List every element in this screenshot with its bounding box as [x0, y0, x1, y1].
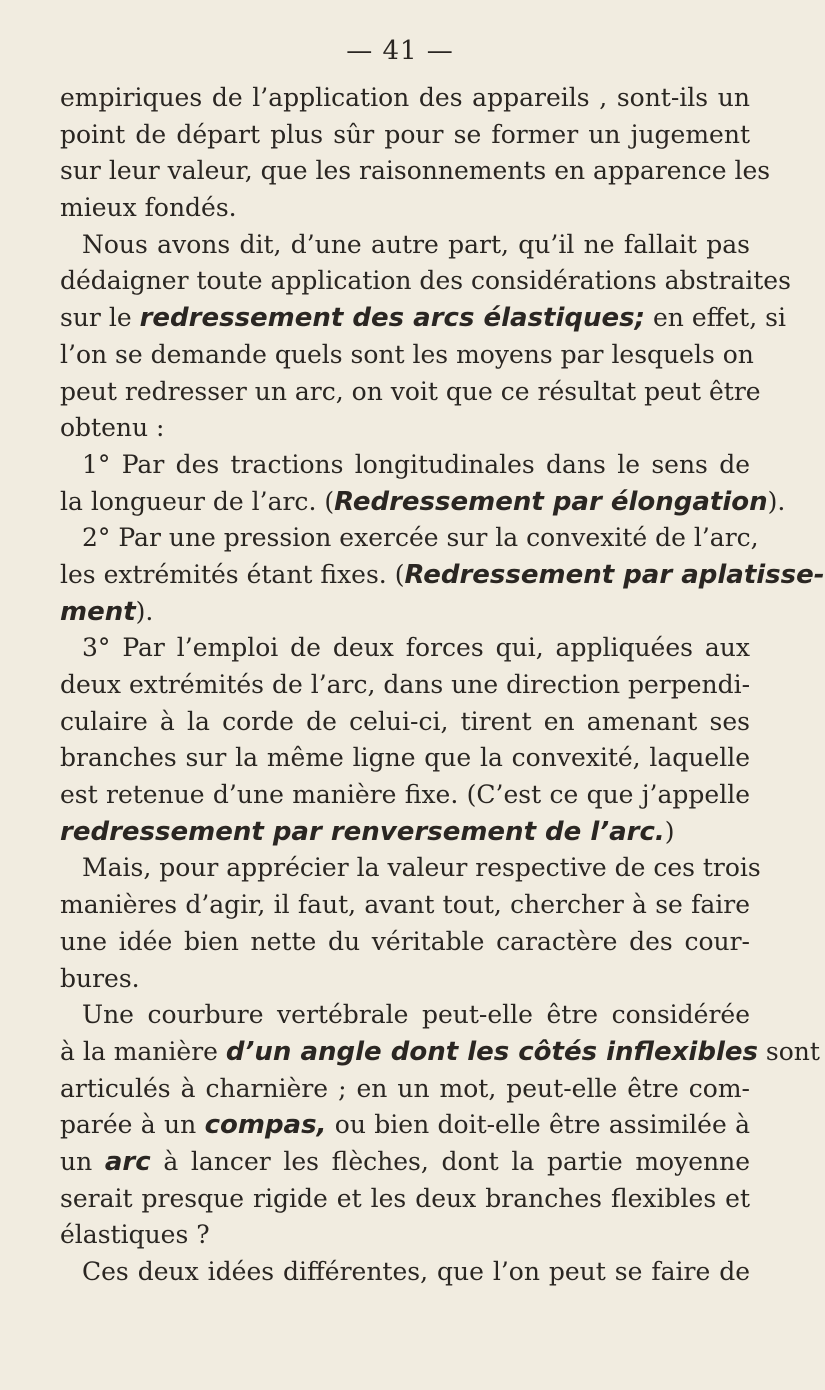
text-span: dédaigner toute application des considérations abstraites	[60, 266, 791, 296]
emphasized-text: redressement des arcs élastiques;	[139, 303, 646, 334]
text-line	[60, 117, 750, 154]
text-span: Mais, pour apprécier la valeur respective de ces trois	[82, 853, 761, 883]
text-line	[60, 190, 750, 227]
text-span: mieux fondés.	[60, 193, 237, 223]
text-span: culaire à la corde de celui-ci, tirent en amenant ses	[60, 706, 750, 736]
text-span: les extrémités étant fixes. (	[60, 559, 405, 589]
text-span: point de départ plus sûr pour se former un jugement	[60, 119, 750, 149]
text-line	[60, 337, 754, 374]
text-span: sur le	[60, 303, 140, 333]
text-line	[60, 1071, 750, 1108]
text-line	[60, 1181, 750, 1218]
text-span: Nous avons dit, d’une autre part, qu’il ne fallait pas	[82, 229, 750, 259]
text-line	[60, 1034, 820, 1071]
text-span: branches sur la même ligne que la convexité, laquelle	[60, 743, 750, 773]
text-span: Une courbure vertébrale peut-elle être considérée	[82, 1000, 750, 1030]
text-span: Ces deux idées différentes, que l’on peut se faire de	[82, 1257, 750, 1286]
text-span: 2° Par une pression exercée sur la convexité de l’arc,	[82, 523, 759, 553]
emphasized-text: redressement par renversement de l’arc.	[60, 816, 665, 847]
text-line	[60, 704, 750, 741]
text-span: articulés à charnière ; en un mot, peut-elle être com-	[60, 1073, 750, 1103]
text-line	[60, 594, 750, 631]
text-span: peut redresser un arc, on voit que ce résultat peut être	[60, 376, 761, 406]
text-line	[60, 924, 750, 961]
text-line	[60, 814, 750, 851]
emphasized-text: compas,	[204, 1110, 327, 1141]
text-line	[60, 80, 750, 117]
text-line	[60, 961, 750, 998]
body-text	[60, 80, 825, 1291]
text-span: ou bien doit-elle être assimilée à	[326, 1110, 750, 1140]
emphasized-text: ment	[60, 596, 136, 627]
text-line	[60, 520, 759, 557]
text-span: sur leur valeur, que les raisonnements en apparence les	[60, 156, 771, 186]
text-span: un	[60, 1146, 105, 1176]
text-span: manières d’agir, il faut, avant tout, chercher à se faire	[60, 890, 750, 920]
text-line	[60, 740, 750, 777]
emphasized-text: Redressement par aplatisse-	[404, 559, 825, 590]
text-span: en effet, si	[645, 303, 786, 333]
text-line	[60, 557, 825, 594]
text-span: ).	[135, 596, 154, 626]
text-span: 1° Par des tractions longitudinales dans le sens de	[82, 449, 750, 479]
text-line	[60, 1254, 750, 1291]
text-span: sont	[757, 1036, 820, 1066]
text-span: empiriques de l’application des appareils , sont-ils un	[60, 83, 750, 112]
page-number: — 41 —	[346, 36, 454, 66]
text-line	[60, 447, 750, 484]
text-span: est retenue d’une manière fixe. (C’est ce que j’appelle	[60, 780, 750, 810]
text-line	[60, 410, 750, 447]
text-line	[60, 1107, 750, 1144]
text-span: la longueur de l’arc. (	[60, 486, 335, 516]
text-line	[60, 300, 786, 337]
text-span: une idée bien nette du véritable caractère des cour-	[60, 926, 750, 956]
text-line	[60, 227, 750, 264]
emphasized-text: arc	[104, 1146, 151, 1177]
text-span: à lancer les flèches, dont la partie moyenne	[150, 1146, 750, 1176]
text-line	[60, 850, 761, 887]
text-line	[60, 484, 786, 521]
text-span: ).	[767, 486, 786, 516]
text-span: l’on se demande quels sont les moyens par lesquels on	[60, 339, 754, 369]
emphasized-text: d’un angle dont les côtés inflexibles	[225, 1036, 758, 1067]
text-line	[60, 153, 771, 190]
text-line	[60, 777, 750, 814]
text-span: parée à un	[60, 1110, 205, 1140]
text-span: à la manière	[60, 1036, 226, 1066]
text-span: bures.	[60, 963, 140, 993]
text-span: élastiques ?	[60, 1220, 210, 1250]
text-span: 3° Par l’emploi de deux forces qui, appliquées aux	[82, 633, 750, 663]
text-line	[60, 667, 750, 704]
text-line	[60, 1217, 750, 1254]
text-span: serait presque rigide et les deux branches flexibles et	[60, 1183, 750, 1213]
text-line	[60, 997, 750, 1034]
text-line	[60, 630, 750, 667]
text-line	[60, 263, 791, 300]
text-line	[60, 374, 761, 411]
text-line	[60, 887, 750, 924]
emphasized-text: Redressement par élongation	[334, 486, 768, 517]
text-span: obtenu :	[60, 413, 165, 443]
text-span: )	[664, 816, 675, 846]
text-line	[60, 1144, 750, 1181]
text-span: deux extrémités de l’arc, dans une direction perpendi-	[60, 670, 751, 699]
